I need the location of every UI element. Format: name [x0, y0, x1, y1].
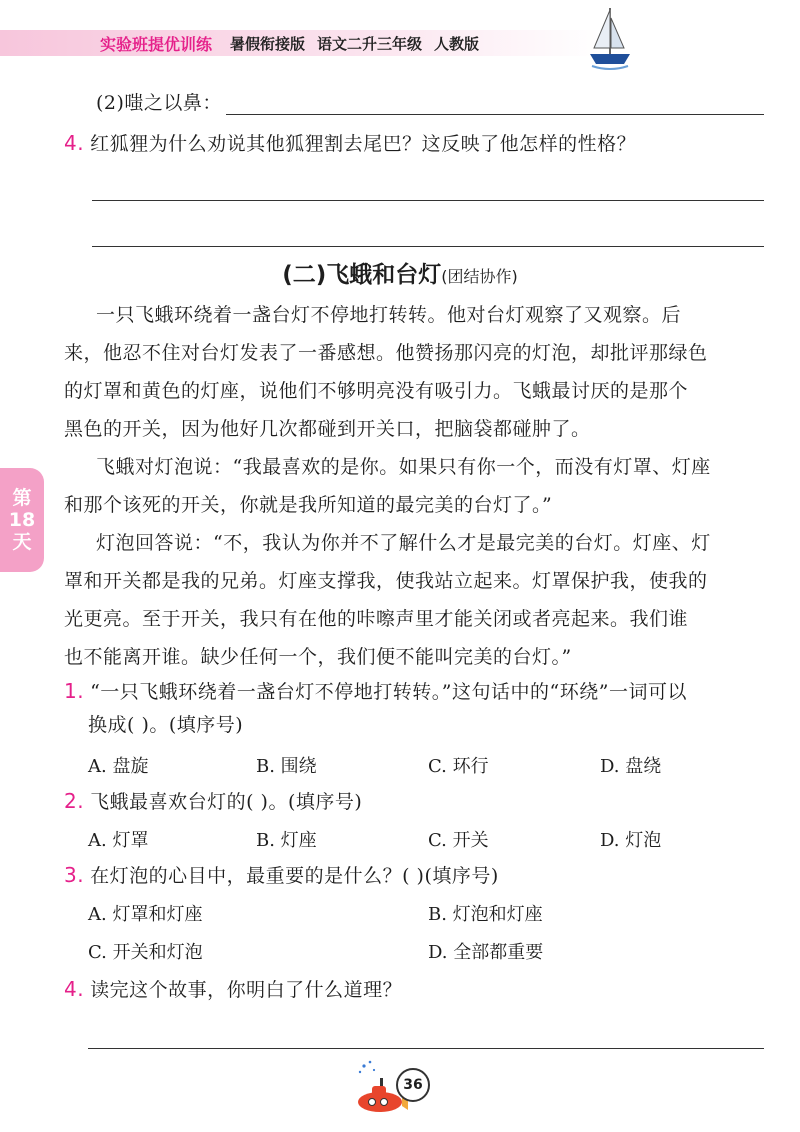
story-line: 来，他忍不住对台灯发表了一番感想。他赞扬那闪亮的灯泡，却批评那绿色: [64, 342, 708, 364]
story-line: 的灯罩和黄色的灯座，说他们不够明亮没有吸引力。飞蛾最讨厌的是那个: [64, 380, 689, 402]
page-number: 36: [396, 1068, 430, 1102]
option-c: C. 开关: [428, 830, 489, 851]
option-a: A. 盘旋: [88, 756, 149, 777]
question-text: “一只飞蛾环绕着一盏台灯不停地打转转。”这句话中的“环绕”一词可以: [90, 681, 687, 703]
day-tab-number: 18: [8, 509, 36, 531]
answer-line: [92, 246, 764, 247]
question-number: 4.: [64, 131, 85, 155]
option-d: D. 盘绕: [600, 756, 662, 777]
option-a: A. 灯罩和灯座: [88, 904, 203, 925]
option-d: D. 灯泡: [600, 830, 662, 851]
story-line: 和那个该死的开关，你就是我所知道的最完美的台灯了。”: [64, 494, 553, 516]
story-line: 飞蛾对灯泡说：“我最喜欢的是你。如果只有你一个，而没有灯罩、灯座: [96, 456, 711, 478]
question-text: 读完这个故事，你明白了什么道理？: [90, 979, 403, 1001]
day-tab-text: 第: [12, 487, 32, 509]
story-line: 黑色的开关，因为他好几次都碰到开关口，把脑袋都碰肿了。: [64, 418, 591, 440]
question-number: 4.: [64, 977, 85, 1001]
header-publisher: 人教版: [434, 34, 480, 53]
story-line: 光更亮。至于开关，我只有在他的咔嚓声里才能关闭或者亮起来。我们谁: [64, 608, 689, 630]
header-subject: 语文二升三年级: [317, 34, 423, 53]
prev-question-4: [64, 128, 636, 159]
option-c: C. 环行: [428, 756, 489, 777]
question-text: 红狐狸为什么劝说其他狐狸割去尾巴？这反映了他怎样的性格？: [90, 133, 637, 155]
option-c: C. 开关和灯泡: [88, 942, 203, 963]
header-brand: 实验班提优训练: [100, 34, 213, 54]
prev-q2-item: (2)嗤之以鼻：: [96, 92, 222, 114]
day-tab-text: 天: [12, 531, 32, 553]
story-title-sub: (团结协作): [441, 267, 518, 286]
story-line: 罩和开关都是我的兄弟。灯座支撑我，使我站立起来。灯罩保护我，使我的: [64, 570, 708, 592]
option-a: A. 灯罩: [88, 830, 149, 851]
sailboat-icon: [588, 4, 632, 70]
question-3: [64, 860, 499, 891]
header-text: [100, 32, 491, 54]
question-4: [64, 974, 402, 1005]
option-b: B. 围绕: [256, 756, 317, 777]
story-title-main: (二)飞蛾和台灯: [282, 262, 442, 288]
option-b: B. 灯泡和灯座: [428, 904, 543, 925]
question-text: 在灯泡的心目中，最重要的是什么？( )(填序号): [90, 865, 499, 887]
header-edition: 暑假衔接版: [230, 34, 306, 53]
story-line: 也不能离开谁。缺少任何一个，我们便不能叫完美的台灯。”: [64, 646, 572, 668]
option-b: B. 灯座: [256, 830, 317, 851]
question-2: [64, 786, 362, 817]
question-number: 1.: [64, 679, 85, 703]
page-header: [0, 0, 800, 78]
question-1: [64, 676, 687, 707]
answer-line: [226, 114, 764, 115]
story-title: [0, 256, 800, 289]
question-1-line2: 换成( )。(填序号): [88, 714, 244, 736]
answer-line: [88, 1048, 764, 1049]
answer-line: [92, 200, 764, 201]
option-d: D. 全部都重要: [428, 942, 544, 963]
story-line: 灯泡回答说：“不，我认为你并不了解什么才是最完美的台灯。灯座、灯: [96, 532, 711, 554]
question-number: 2.: [64, 789, 85, 813]
question-number: 3.: [64, 863, 85, 887]
day-side-tab: [0, 468, 44, 572]
question-text: 飞蛾最喜欢台灯的( )。(填序号): [90, 791, 363, 813]
story-line: 一只飞蛾环绕着一盏台灯不停地打转转。他对台灯观察了又观察。后: [96, 304, 682, 326]
